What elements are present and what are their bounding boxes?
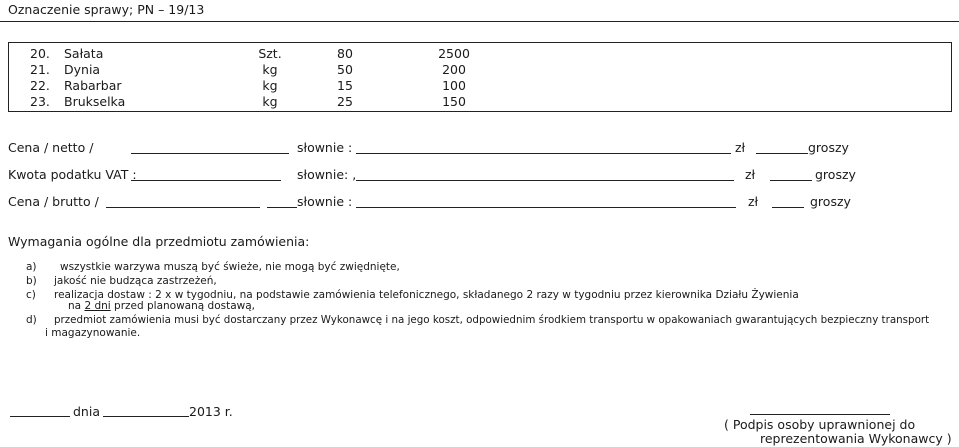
item-quantity: 50 (337, 62, 353, 77)
requirements-title: Wymagania ogólne dla przedmiotu zamówienia: (8, 234, 310, 249)
delivery-lead-days: 2 dni (84, 300, 111, 312)
requirement-text: realizacja dostaw : 2 x w tygodniu, na podstawie zamówienia telefonicznego, składanego 2 razy w tygodniu przez kierownika Działu Żywienia (54, 289, 799, 301)
vat-words-field[interactable] (356, 180, 734, 181)
requirement-letter: b) (26, 275, 37, 287)
case-label: Oznaczenie sprawy; PN – 19/13 (8, 2, 205, 17)
table-bottom-border (8, 111, 952, 112)
item-name: Sałata (64, 46, 104, 61)
price-gross-zl-label: zł (748, 194, 759, 209)
item-number: 21. (30, 62, 50, 77)
requirement-text-prefix: na (68, 300, 85, 312)
requirement-text: jakość nie budząca zastrzeżeń, (54, 275, 217, 287)
item-amount: 2500 (438, 46, 470, 61)
item-unit: kg (262, 78, 278, 93)
vat-amount-field[interactable] (131, 180, 281, 181)
requirement-text: wszystkie warzywa muszą być świeże, nie mogą być zwiędnięte, (60, 261, 400, 273)
price-gross-words-field[interactable] (356, 207, 736, 208)
item-quantity: 80 (337, 46, 353, 61)
date-month-field[interactable] (103, 416, 189, 417)
price-net-groszy-field[interactable] (756, 153, 808, 154)
date-day-field[interactable] (10, 416, 70, 417)
item-number: 23. (30, 94, 50, 109)
date-word: dnia (73, 404, 100, 419)
requirement-text-continuation (68, 300, 255, 312)
price-net-words-label: słownie : (297, 140, 353, 155)
item-unit: Szt. (258, 46, 282, 61)
requirement-letter: d) (26, 314, 37, 326)
item-unit: kg (262, 62, 278, 77)
table-right-border (951, 42, 952, 111)
requirement-letter: c) (26, 289, 36, 301)
price-net-words-field[interactable] (356, 153, 731, 154)
item-name: Brukselka (64, 94, 126, 109)
item-unit: kg (262, 94, 278, 109)
item-amount: 150 (442, 94, 466, 109)
item-number: 20. (30, 46, 50, 61)
vat-label: Kwota podatku VAT : (8, 167, 137, 182)
price-net-groszy-label: groszy (808, 140, 849, 155)
price-gross-groszy-label: groszy (810, 194, 851, 209)
item-amount: 200 (442, 62, 466, 77)
vat-zl-label: zł (745, 167, 756, 182)
requirement-text-suffix: przed planowaną dostawą, (110, 300, 256, 312)
item-quantity: 25 (337, 94, 353, 109)
price-gross-label: Cena / brutto / (8, 194, 99, 209)
price-net-label: Cena / netto / (8, 140, 94, 155)
vat-words-label: słownie: , (297, 167, 357, 182)
price-gross-amount-field[interactable] (106, 207, 260, 208)
table-left-border (8, 42, 9, 111)
price-net-amount-field[interactable] (131, 153, 289, 154)
requirement-letter: a) (26, 261, 37, 273)
signature-caption-line1: ( Podpis osoby uprawnionej do (724, 417, 916, 432)
signature-caption-line2: reprezentowania Wykonawcy ) (760, 431, 952, 446)
header-divider (0, 21, 959, 22)
item-name: Dynia (64, 62, 101, 77)
item-name: Rabarbar (64, 78, 122, 93)
item-quantity: 15 (337, 78, 353, 93)
table-top-border (8, 42, 952, 43)
price-net-zl-label: zł (735, 140, 746, 155)
price-gross-words-prefix-field[interactable] (267, 207, 297, 208)
signature-field[interactable] (750, 414, 890, 415)
price-gross-groszy-field[interactable] (772, 207, 804, 208)
item-number: 22. (30, 78, 50, 93)
price-gross-words-label: słownie : (297, 194, 353, 209)
date-year: 2013 r. (189, 404, 233, 419)
vat-groszy-field[interactable] (770, 180, 812, 181)
vat-groszy-label: groszy (815, 167, 856, 182)
requirement-text-continuation: i magazynowanie. (45, 327, 141, 339)
item-amount: 100 (442, 78, 466, 93)
requirement-text: przedmiot zamówienia musi być dostarczany przez Wykonawcę i na jego koszt, odpowiednim środkiem transportu w opakowaniach gwarantujących bezpieczny transport (54, 314, 930, 326)
